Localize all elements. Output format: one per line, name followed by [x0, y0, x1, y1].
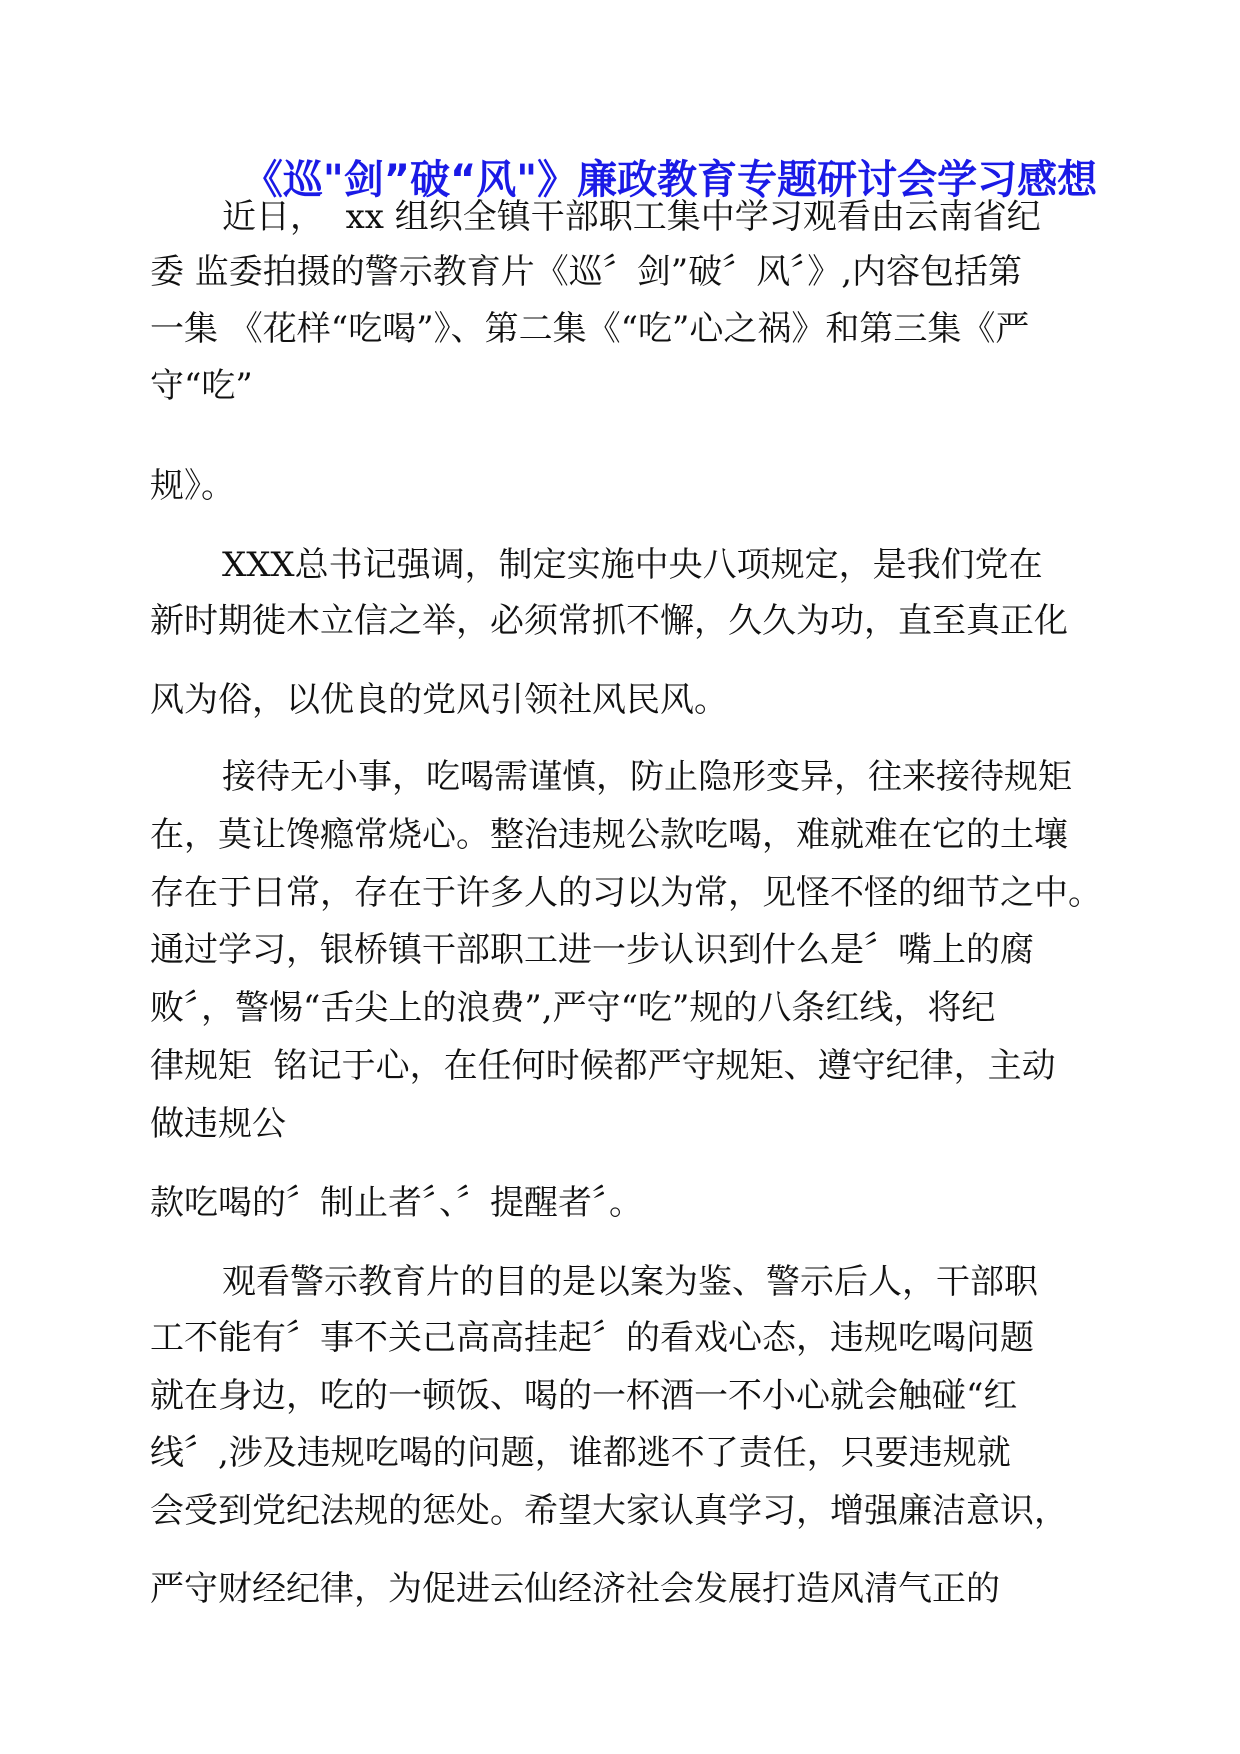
- body-line: 一集 《花样“吃喝”》、第二集《“吃”心之祸》和第三集《严: [150, 309, 1030, 349]
- document-title: 《巡"剑”破“风"》廉政教育专题研讨会学习感想: [242, 157, 1098, 203]
- body-line: 观看警示教育片的目的是以案为鉴、警示后人，干部职: [222, 1262, 1038, 1302]
- body-line: 律规矩 铭记于心，在任何时候都严守规矩、遵守纪律，主动: [150, 1046, 1056, 1086]
- body-line: 败〞，警惕“舌尖上的浪费”,严守“吃”规的八条红线，将纪: [150, 988, 996, 1028]
- body-line: 会受到党纪法规的惩处。希望大家认真学习，增强廉洁意识，: [150, 1491, 1068, 1531]
- body-line: 工不能有〞事不关己高高挂起〞的看戏心态，违规吃喝问题: [150, 1318, 1034, 1358]
- body-line: 款吃喝的〞制止者〞、〞提醒者〞。: [150, 1183, 643, 1223]
- body-line: 委 监委拍摄的警示教育片《巡〞剑”破〞风〞》,内容包括第: [150, 252, 1022, 292]
- body-line: 接待无小事，吃喝需谨慎，防止隐形变异，往来接待规矩: [222, 757, 1072, 797]
- body-line: 在，莫让馋瘾常烧心。整治违规公款吃喝，难就难在它的土壤: [150, 815, 1068, 855]
- body-line: 规》。: [150, 466, 235, 506]
- body-line: 守“吃”: [150, 366, 253, 406]
- body-line: 就在身边，吃的一顿饭、喝的一杯酒一不小心就会触碰“红: [150, 1376, 1018, 1416]
- body-line: XXX总书记强调，制定实施中央八项规定，是我们党在: [222, 545, 1043, 585]
- body-line: 通过学习，银桥镇干部职工进一步认识到什么是〞嘴上的腐: [150, 930, 1034, 970]
- body-line: 风为俗，以优良的党风引领社风民风。: [150, 680, 728, 720]
- body-line: 严守财经纪律，为促进云仙经济社会发展打造风清气正的: [150, 1569, 1000, 1609]
- body-line: 新时期徙木立信之举，必须常抓不懈，久久为功，直至真正化: [150, 601, 1068, 641]
- body-line: 存在于日常，存在于许多人的习以为常，见怪不怪的细节之中。: [150, 873, 1102, 913]
- body-line: 做违规公: [150, 1104, 286, 1144]
- body-line: 近日， xx 组织全镇干部职工集中学习观看由云南省纪: [222, 197, 1041, 237]
- body-line: 线〞,涉及违规吃喝的问题，谁都逃不了责任，只要违规就: [150, 1433, 1011, 1473]
